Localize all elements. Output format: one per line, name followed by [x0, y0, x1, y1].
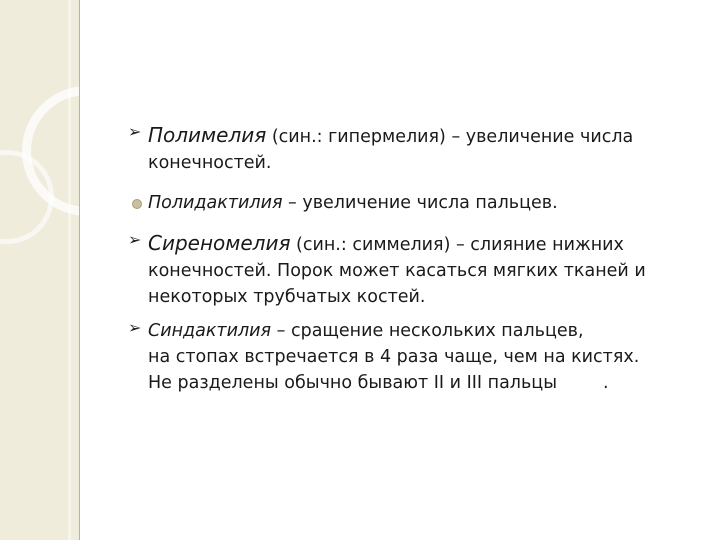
arrow-bullet-icon: ➢ [128, 122, 142, 141]
bullet-item-polydactyly [130, 190, 700, 216]
definition-line-1: – сращение нескольких пальцев, [271, 321, 584, 341]
arrow-bullet-icon: ➢ [128, 318, 142, 337]
term-syndactyly: Синдактилия [148, 321, 272, 341]
definition-line-1: – увеличение числа пальцев. [282, 193, 558, 213]
definition-line-1: (син.: гипермелия) – увеличение числа [266, 127, 634, 147]
term-sirenomelia: Сиреномелия [148, 231, 291, 255]
definition-line-2: конечностей. Порок может касаться мягких тканей и [148, 261, 646, 281]
definition-line-3: Не разделены обычно бывают II и III пальцы [148, 373, 558, 393]
definition-line-3: некоторых трубчатых костей. [148, 287, 426, 307]
definition-line-2: на стопах встречается в 4 раза чаще, чем на кистях. [148, 347, 640, 367]
bullet-item-sirenomelia [130, 230, 700, 310]
term-polymelia: Полимелия [148, 123, 267, 147]
arrow-bullet-icon: ➢ [128, 230, 142, 249]
definition-line-2: конечностей. [148, 153, 272, 173]
bullet-item-syndactyly [130, 318, 700, 396]
term-polydactyly: Полидактилия [148, 193, 283, 213]
trailing-period: . [603, 373, 609, 393]
definition-line-1: (син.: симмелия) – слияние нижних [290, 235, 624, 255]
dot-bullet-icon [132, 199, 142, 209]
bullet-item-polymelia [130, 122, 700, 176]
